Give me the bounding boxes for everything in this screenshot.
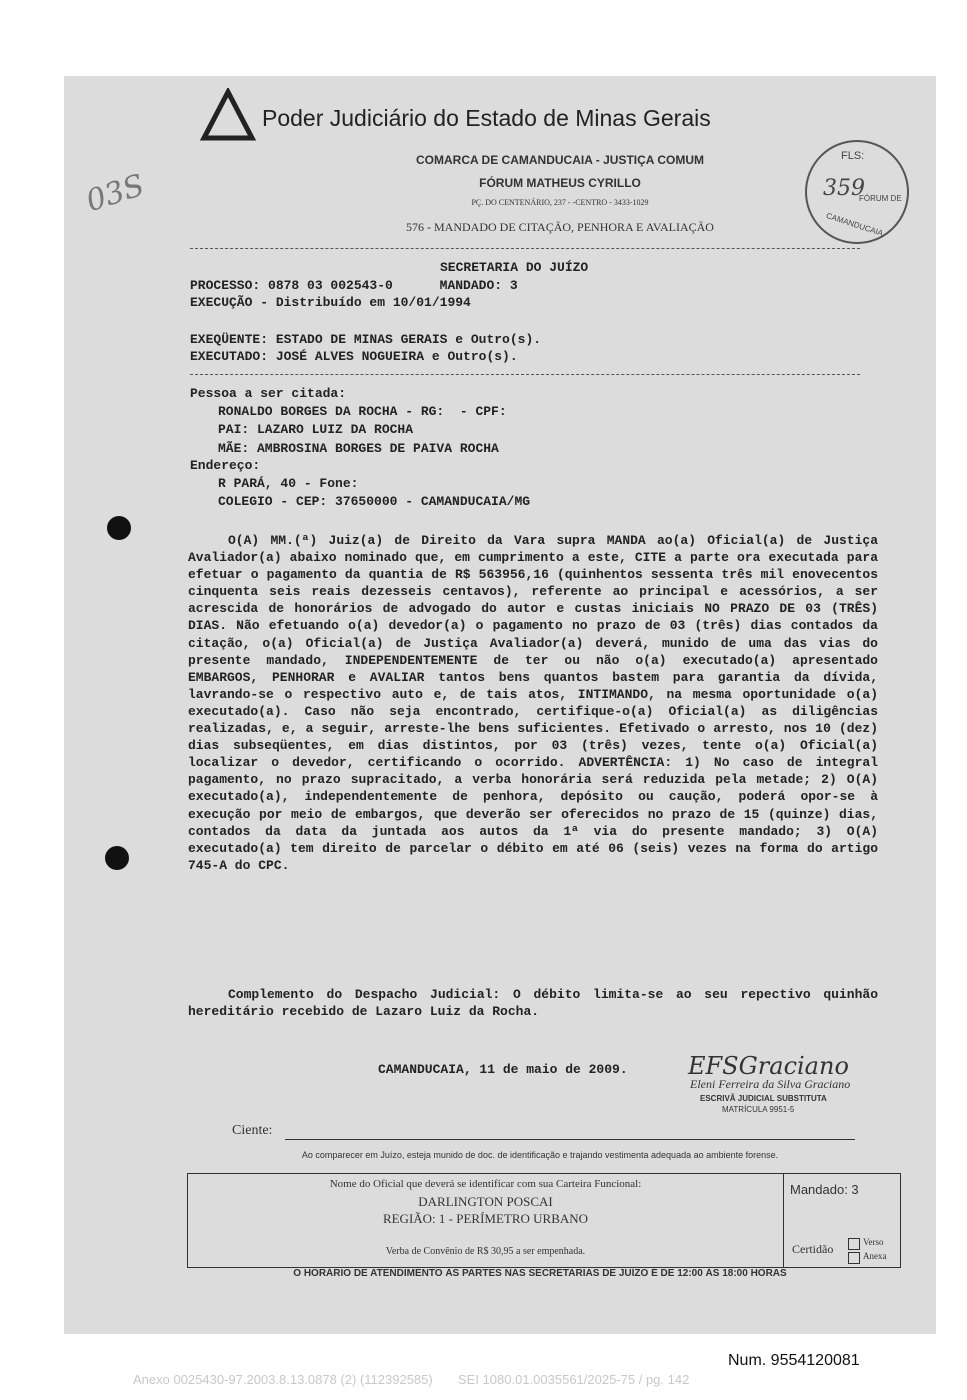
mandate-paragraph: O(A) MM.(ª) Juiz(a) de Direito da Vara supra MANDA ao(a) Oficial(a) de Justiça Avaliador(a) abaixo nominado que, em cumprimento a este, CITE a parte ora executada para efetuar o pagamento da quantia de R$ 563956,16 (quinhentos sessenta três mil enovecentos cinquenta seis reais dezesseis centavos), referente ao principal e acessórios, a ser acrescida de honorários de advogado do autor e custas iniciais NO PRAZO DE 03 (TRÊS) DIAS. Não efetuando o(a) devedor(a) o pagamento no prazo de 03 (três) dias contados da citação, o(a) Oficial(a) de Justiça Avaliador(a) deverá, munido de uma das vias do presente mandado, INDEPENDENTEMENTE de ter ou não o(a) executado(a) apresentado EMBARGOS, PENHORAR e AVALIAR tantos bens quantos bastem para garantia da dívida, lavrando-se o respectivo auto e, de tais atos, INTIMANDO, na mesma oportunidade o(a) executado(a). Caso não seja encontrado, certifique-o(a) Oficial(a) as diligências realizadas, e, a seguir, arreste-lhe bens suficientes. Efetivado o arresto, nos 10 (dez) dias subseqüentes, em dias distintos, por 03 (três) vezes, tente o(a) Oficial(a) localizar o devedor, certificando o ocorrido. ADVERTÊNCIA: 1) No caso de integral pagamento, no prazo supracitado, a verba honorária será reduzida pela metade; 2) O(A) executado(a), independentemente de penhora, depósito ou caução, poderá opor-se à execução por meio de embargos, que deverão ser oferecidos no prazo de 15 (quinze) dias, contados da data da juntada aos autos da 1ª via do presente mandado; 3) O(A) executado(a) tem direito de parcelar o débito em até 06 (seis) vezes na forma do artigo 745-A do CPC.	[188, 533, 878, 873]
forum-title: FÓRUM MATHEUS CYRILLO	[479, 176, 641, 190]
handwritten-signature: EFSGraciano	[688, 1052, 849, 1080]
stamp-forum-text: FÓRUM DE	[859, 194, 902, 203]
divider	[190, 248, 860, 249]
margin-handwritten-note: 03S	[82, 167, 149, 220]
person-name: RONALDO BORGES DA ROCHA - RG: - CPF:	[218, 404, 507, 419]
stamp-page-number: 359	[823, 176, 865, 201]
address-label: Endereço:	[190, 458, 261, 473]
signer-role: ESCRIVÃ JUDICIAL SUBSTITUTA	[700, 1094, 827, 1103]
officer-name: DARLINGTON POSCAI	[418, 1194, 553, 1209]
verba-note: Verba de Convênio de R$ 30,95 a ser empenhada.	[385, 1246, 586, 1257]
signer-name: Eleni Ferreira da Silva Graciano	[690, 1077, 851, 1091]
officer-label: Nome do Oficial que deverá se identificar com sua Carteira Funcional:	[329, 1178, 642, 1190]
verso-checkbox[interactable]	[848, 1238, 860, 1250]
complement-paragraph: Complemento do Despacho Judicial: O débito limita-se ao seu repectivo quinhão hereditário recebido de Lazaro Luiz da Rocha.	[188, 987, 878, 1019]
court-name: Poder Judiciário do Estado de Minas Gerais	[262, 105, 711, 131]
executado-line: EXECUTADO: JOSÉ ALVES NOGUEIRA e Outro(s).	[190, 349, 518, 364]
annex-footer: Anexo 0025430-97.2003.8.13.0878 (2) (112392585) SEI 1080.01.0035561/2025-75 / pg. 142	[133, 1372, 690, 1387]
secretaria-title: SECRETARIA DO JUÍZO	[440, 260, 589, 275]
signer-registration: MATRÍCULA 9951-5	[722, 1105, 795, 1114]
punch-hole	[105, 846, 129, 870]
exequente-line: EXEQÜENTE: ESTADO DE MINAS GERAIS e Outro(s).	[190, 332, 542, 347]
officer-info	[188, 1174, 784, 1267]
person-label: Pessoa a ser citada:	[190, 386, 347, 401]
document-type: 576 - MANDADO DE CITAÇÃO, PENHORA E AVALIAÇÃO	[406, 220, 714, 234]
forum-notice: Ao comparecer em Juízo, esteja munido de doc. de identificação e trajando vestimenta adequada ao ambiente forense.	[301, 1150, 779, 1160]
triangle-logo-icon	[200, 88, 256, 144]
page-stamp	[805, 140, 909, 244]
processo-line: PROCESSO: 0878 03 002543-0 MANDADO: 3	[190, 278, 518, 293]
mandado-number: Mandado: 3	[790, 1182, 859, 1197]
certidao-label: Certidão	[792, 1242, 834, 1256]
person-father: PAI: LAZARO LUIZ DA ROCHA	[218, 422, 414, 437]
stamp-fls-label: FLS:	[841, 150, 865, 162]
stamp-city-text: CAMANDUCAIA	[825, 211, 885, 238]
punch-hole	[107, 516, 131, 540]
document-number: Num. 9554120081	[728, 1352, 860, 1369]
ciente-label: Ciente:	[232, 1123, 273, 1138]
address-district: COLEGIO - CEP: 37650000 - CAMANDUCAIA/MG	[218, 494, 531, 509]
mandate-body	[188, 532, 878, 874]
divider	[190, 374, 860, 375]
comarca-title: COMARCA DE CAMANDUCAIA - JUSTIÇA COMUM	[416, 153, 704, 167]
verso-label: Verso	[863, 1237, 884, 1247]
officer-box	[187, 1173, 901, 1268]
execucao-line: EXECUÇÃO - Distribuído em 10/01/1994	[190, 295, 471, 310]
forum-address: PÇ. DO CENTENÁRIO, 237 - -CENTRO - 3433-1029	[471, 198, 649, 207]
person-mother: MÃE: AMBROSINA BORGES DE PAIVA ROCHA	[218, 441, 499, 456]
ciente-signature-line	[285, 1139, 855, 1140]
place-date: CAMANDUCAIA, 11 de maio de 2009.	[378, 1062, 628, 1077]
officer-region: REGIÃO: 1 - PERÍMETRO URBANO	[382, 1211, 589, 1226]
anexa-checkbox[interactable]	[848, 1252, 860, 1264]
address-street: R PARÁ, 40 - Fone:	[218, 476, 359, 491]
anexa-label: Anexa	[863, 1251, 887, 1261]
hours-notice: O HORÁRIO DE ATENDIMENTO ÀS PARTES NAS SECRETARIAS DE JUÍZO É DE 12:00 ÀS 18:00 HORAS	[293, 1268, 787, 1279]
